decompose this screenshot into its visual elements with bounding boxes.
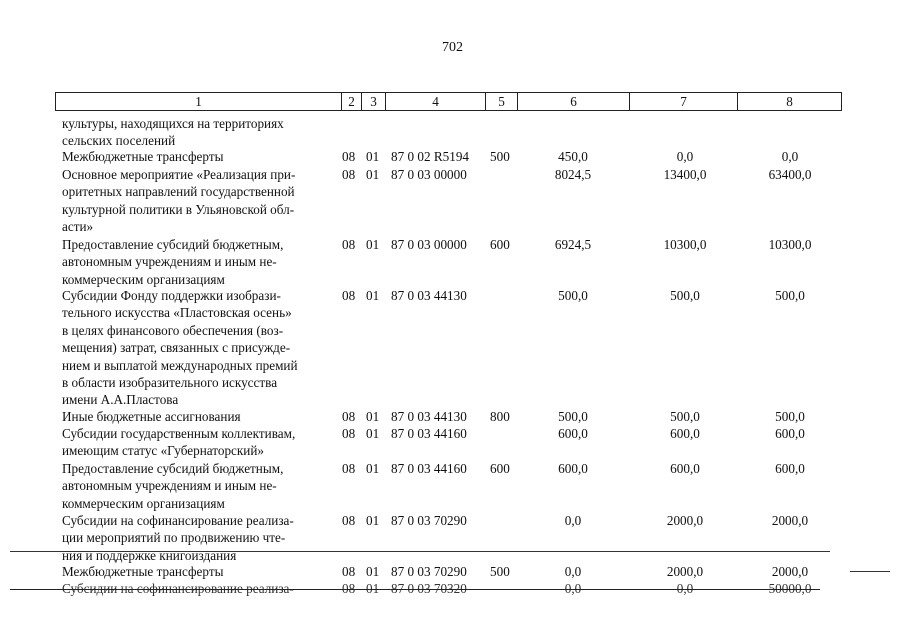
amount-col-8: 2000,0 [771, 564, 809, 579]
description-line: в целях финансового обеспечения (воз- [62, 322, 284, 338]
subsection-code: 01 [366, 581, 380, 596]
target-article-code: 87 0 02 R5194 [391, 149, 470, 164]
description-line: Межбюджетные трансферты [62, 149, 224, 164]
amount-col-8: 10300,0 [768, 237, 812, 252]
row-description [62, 425, 334, 460]
description-line: Иные бюджетные ассигнования [62, 409, 241, 424]
section-code: 08 [342, 167, 356, 182]
subsection-code: 01 [366, 426, 380, 441]
table-header [55, 92, 842, 111]
row-description [62, 115, 334, 150]
section-code: 08 [342, 237, 356, 252]
expense-type-code: 800 [490, 409, 510, 424]
amount-col-6: 6924,5 [554, 237, 592, 252]
subsection-code: 01 [366, 237, 380, 252]
amount-col-6: 500,0 [558, 288, 588, 303]
description-line: Межбюджетные трансферты [62, 564, 224, 579]
expense-type-code: 600 [490, 237, 510, 252]
amount-col-6: 0,0 [564, 581, 582, 596]
amount-col-7: 0,0 [676, 581, 694, 596]
target-article-code: 87 0 03 00000 [391, 167, 467, 182]
description-line: имеющим статус «Губернаторский» [62, 443, 265, 459]
margin-mark [850, 571, 890, 572]
description-line: мещения) затрат, связанных с присужде- [62, 340, 291, 356]
description-line: ции мероприятий по продвижению чте- [62, 530, 286, 546]
expense-type-code: 500 [490, 564, 510, 579]
amount-col-6: 450,0 [558, 149, 588, 164]
amount-col-7: 600,0 [670, 426, 700, 441]
expense-type-code: 600 [490, 461, 510, 476]
section-code: 08 [342, 149, 356, 164]
subsection-code: 01 [366, 167, 380, 182]
amount-col-7: 600,0 [670, 461, 700, 476]
section-code: 08 [342, 461, 356, 476]
row-description [62, 166, 334, 236]
divider-line [10, 551, 830, 552]
target-article-code: 87 0 03 70290 [391, 513, 467, 528]
description-line: оритетных направлений государственной [62, 184, 295, 200]
subsection-code: 01 [366, 288, 380, 303]
description-line: автономным учреждениям и иным не- [62, 254, 277, 270]
header-col-6: 6 [517, 93, 629, 110]
header-col-8: 8 [737, 93, 841, 110]
strikethrough-line [10, 589, 820, 590]
description-line: Субсидии Фонду поддержки изобрази- [62, 288, 281, 303]
section-code: 08 [342, 426, 356, 441]
target-article-code: 87 0 03 00000 [391, 237, 467, 252]
row-description [62, 512, 334, 564]
header-col-3: 3 [361, 93, 385, 110]
description-line: коммерческим организациям [62, 271, 225, 287]
amount-col-8: 50000,0 [768, 581, 812, 596]
description-line: Субсидии государственным коллективам, [62, 426, 296, 441]
description-line: Основное мероприятие «Реализация при- [62, 167, 296, 182]
target-article-code: 87 0 03 44130 [391, 409, 467, 424]
header-col-5: 5 [485, 93, 517, 110]
description-line: культуры, находящихся на территориях [62, 116, 284, 131]
row-description [62, 408, 334, 425]
section-code: 08 [342, 564, 356, 579]
row-description [62, 148, 334, 165]
amount-col-6: 0,0 [564, 513, 582, 528]
subsection-code: 01 [366, 513, 380, 528]
description-line: в области изобразительного искусства [62, 375, 278, 391]
row-description [62, 460, 334, 512]
target-article-code: 87 0 03 70290 [391, 564, 467, 579]
expense-type-code: 500 [490, 149, 510, 164]
section-code: 08 [342, 288, 356, 303]
amount-col-7: 2000,0 [666, 564, 704, 579]
description-line: асти» [62, 219, 94, 235]
amount-col-7: 0,0 [676, 149, 694, 164]
section-code: 08 [342, 513, 356, 528]
row-description [62, 563, 334, 580]
page-number: 702 [442, 40, 463, 55]
amount-col-8: 600,0 [775, 426, 805, 441]
target-article-code: 87 0 03 44130 [391, 288, 467, 303]
subsection-code: 01 [366, 149, 380, 164]
description-line: культурной политики в Ульяновской обл- [62, 201, 295, 217]
amount-col-8: 600,0 [775, 461, 805, 476]
description-line: автономным учреждениям и иным не- [62, 478, 277, 494]
section-code: 08 [342, 409, 356, 424]
header-col-1: 1 [195, 94, 202, 109]
target-article-code: 87 0 03 70320 [391, 581, 467, 596]
header-col-2: 2 [341, 93, 361, 110]
amount-col-8: 63400,0 [768, 167, 812, 182]
description-line: тельного искусства «Пластовская осень» [62, 305, 292, 321]
amount-col-7: 500,0 [670, 409, 700, 424]
amount-col-7: 10300,0 [663, 237, 707, 252]
section-code: 08 [342, 581, 356, 596]
amount-col-8: 2000,0 [771, 513, 809, 528]
amount-col-8: 500,0 [775, 409, 805, 424]
description-line: коммерческим организациям [62, 495, 225, 511]
header-col-7: 7 [629, 93, 737, 110]
description-line: нием и выплатой международных премий [62, 357, 298, 373]
amount-col-6: 600,0 [558, 461, 588, 476]
amount-col-7: 2000,0 [666, 513, 704, 528]
description-line: ния и поддержке книгоиздания [62, 547, 237, 563]
row-description [62, 287, 334, 409]
amount-col-6: 8024,5 [554, 167, 592, 182]
amount-col-6: 600,0 [558, 426, 588, 441]
target-article-code: 87 0 03 44160 [391, 426, 467, 441]
amount-col-7: 13400,0 [663, 167, 707, 182]
description-line: Субсидии на софинансирование реализа- [62, 581, 294, 596]
description-line: Предоставление субсидий бюджетным, [62, 237, 284, 252]
subsection-code: 01 [366, 461, 380, 476]
description-line: сельских поселений [62, 133, 176, 149]
description-line: имени А.А.Пластова [62, 392, 179, 408]
description-line: Субсидии на софинансирование реализа- [62, 513, 294, 528]
target-article-code: 87 0 03 44160 [391, 461, 467, 476]
row-description [62, 236, 334, 288]
amount-col-8: 500,0 [775, 288, 805, 303]
subsection-code: 01 [366, 564, 380, 579]
amount-col-7: 500,0 [670, 288, 700, 303]
description-line: Предоставление субсидий бюджетным, [62, 461, 284, 476]
amount-col-8: 0,0 [781, 149, 799, 164]
amount-col-6: 0,0 [564, 564, 582, 579]
subsection-code: 01 [366, 409, 380, 424]
amount-col-6: 500,0 [558, 409, 588, 424]
header-col-4: 4 [385, 93, 485, 110]
